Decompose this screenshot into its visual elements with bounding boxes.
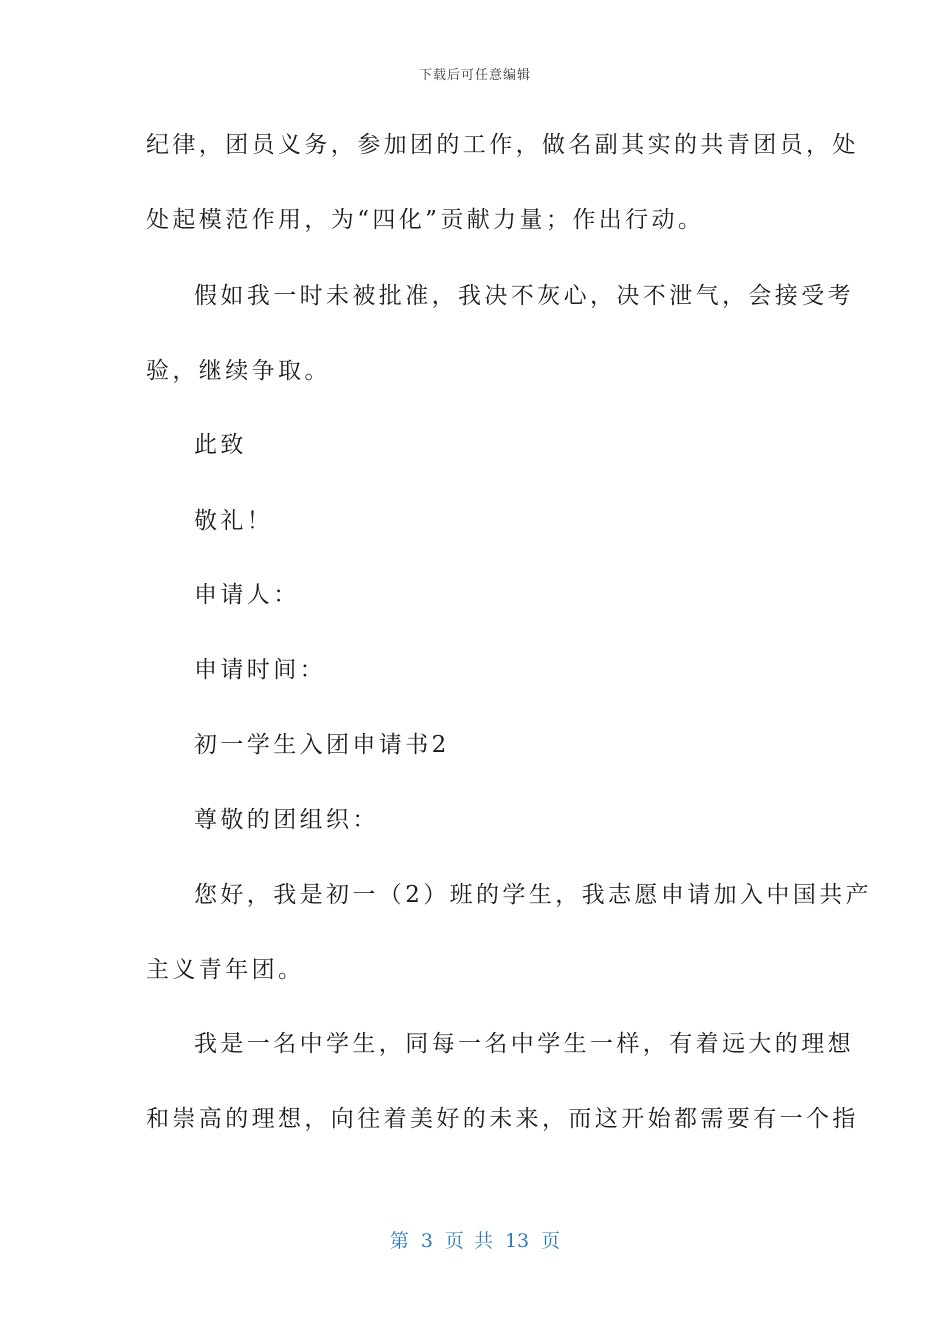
paragraph-line: 我是一名中学生，同每一名中学生一样，有着远大的理想: [194, 1031, 854, 1057]
application-date-label: 申请时间：: [194, 657, 326, 683]
paragraph-line: 验，继续争取。: [146, 358, 331, 384]
footer-total-pages: 13: [504, 1230, 530, 1252]
closing-phrase: 此致: [194, 432, 247, 458]
paragraph-line: 您好，我是初一（2）班的学生，我志愿申请加入中国共产: [194, 882, 873, 908]
footer-suffix: 页: [541, 1230, 561, 1252]
page-header-note: 下载后可任意编辑: [418, 68, 531, 83]
greeting: 尊敬的团组织：: [194, 807, 379, 833]
paragraph-line: 纪律，团员义务，参加团的工作，做名副其实的共青团员，处: [146, 132, 859, 158]
paragraph-line: 假如我一时未被批准，我决不灰心，决不泄气，会接受考: [194, 283, 854, 309]
page-footer: [0, 1226, 950, 1253]
footer-prefix: 第: [389, 1230, 409, 1252]
footer-current-page: 3: [420, 1230, 433, 1252]
section-title: 初一学生入团申请书2: [194, 732, 450, 758]
paragraph-line: 和崇高的理想，向往着美好的未来，而这开始都需要有一个指: [146, 1106, 859, 1132]
paragraph-line: 处起模范作用，为“四化”贡献力量；作出行动。: [146, 207, 705, 233]
paragraph-line: 主义青年团。: [146, 957, 305, 983]
applicant-label: 申请人：: [194, 582, 300, 608]
salutation: 敬礼！: [194, 508, 274, 534]
footer-middle: 页 共: [444, 1230, 493, 1252]
